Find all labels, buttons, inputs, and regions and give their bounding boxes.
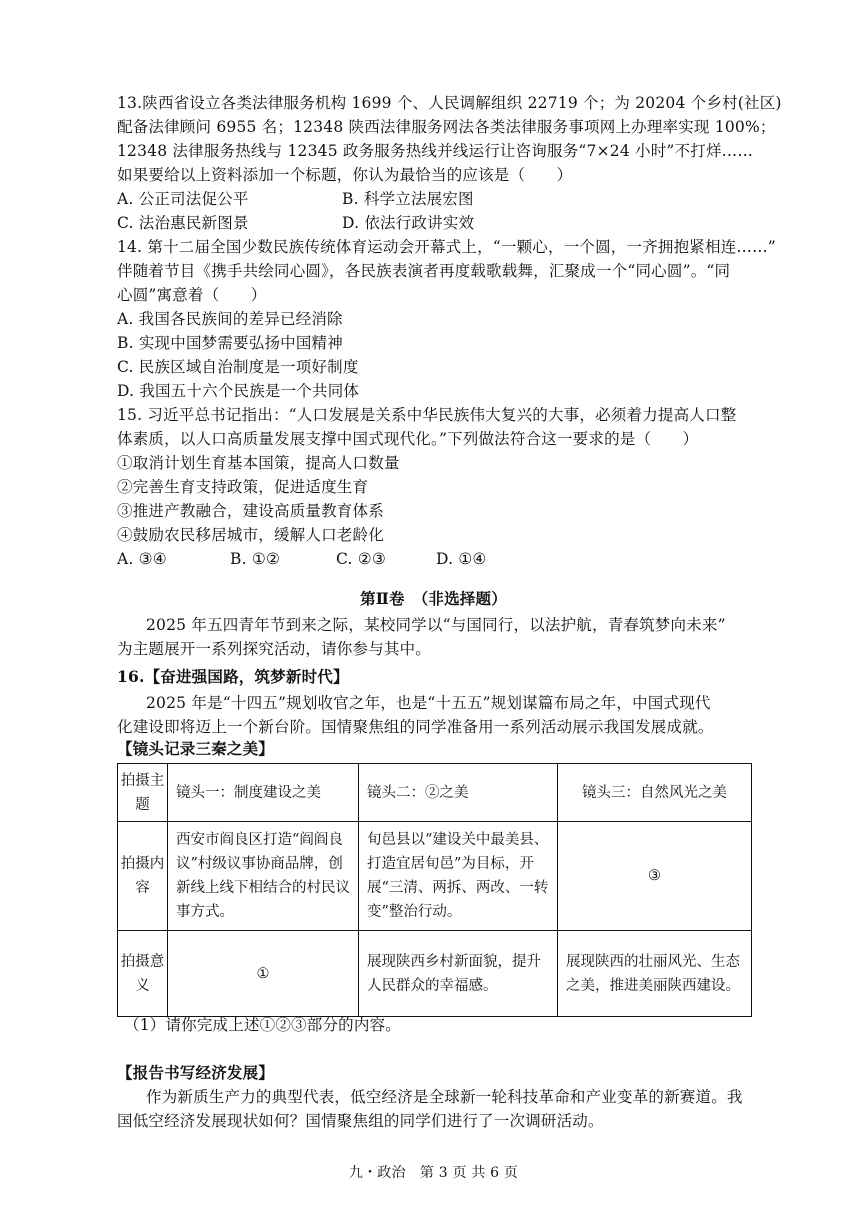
q13-option-b: B. 科学立法展宏图	[342, 190, 474, 208]
cell-shot-1-meaning-blank: ①	[168, 931, 359, 1017]
table-row	[118, 931, 752, 1017]
q13-line-4: 如果要给以上资料添加一个标题，你认为最恰当的应该是（ ）	[117, 166, 573, 184]
q14-option-b: B. 实现中国梦需要弘扬中国精神	[117, 334, 343, 352]
cell-shot-2-meaning: 展现陕西乡村新面貌，提升人民群众的幸福感。	[359, 931, 558, 1017]
table-row	[118, 764, 752, 822]
q13-line-1: 13.陕西省设立各类法律服务机构 1699 个、人民调解组织 22719 个；为 20204 个乡村(社区)	[117, 94, 782, 112]
row-header-content: 拍摄内容	[118, 822, 168, 931]
q14-option-d: D. 我国五十六个民族是一个共同体	[117, 382, 360, 400]
q15-line-1: 15. 习近平总书记指出：“人口发展是关系中华民族伟大复兴的大事，必须着力提高人口整	[117, 406, 737, 424]
part2-intro-2: 为主题展开一系列探究活动，请你参与其中。	[117, 640, 432, 658]
q14-line-2: 伴随着节目《携手共绘同心圆》，各民族表演者再度载歌载舞，汇聚成一个“同心圆”。“同	[117, 262, 731, 280]
q15-option-d: D. ①④	[436, 550, 487, 568]
cell-shot-2-content: 旬邑县以“建设关中最美县、打造宜居旬邑”为目标，开展“三清、两拆、两改、一转变”整治行动。	[359, 822, 558, 931]
part2-title: 第Ⅱ卷 （非选择题）	[360, 589, 507, 608]
q15-item-1: ①取消计划生育基本国策，提高人口数量	[117, 454, 400, 472]
q16-para-1: 2025 年是“十四五”规划收官之年，也是“十五五”规划谋篇布局之年，中国式现代	[146, 694, 711, 712]
q15-option-a: A. ③④	[117, 550, 167, 568]
row-header-theme: 拍摄主题	[118, 764, 168, 822]
cell-shot-3-theme: 镜头三：自然风光之美	[558, 764, 752, 822]
q13-line-3: 12348 法律服务热线与 12345 政务服务热线并线运行让咨询服务“7×24 小时”不打烊……	[117, 142, 754, 160]
table-row	[118, 822, 752, 931]
q16-para2-2: 国低空经济发展现状如何？国情聚焦组的同学们进行了一次调研活动。	[117, 1112, 604, 1130]
cell-shot-1-content: 西安市阎良区打造“阎阎良议”村级议事协商品牌，创新线上线下相结合的村民议事方式。	[168, 822, 359, 931]
q14-line-1: 14. 第十二届全国少数民族传统体育运动会开幕式上，“一颗心，一个圆，一齐拥抱紧相连……”	[117, 238, 776, 256]
q14-option-a: A. 我国各民族间的差异已经消除	[117, 310, 343, 328]
part2-intro-1: 2025 年五四青年节到来之际，某校同学以“与国同行，以法护航，青春筑梦向未来”	[146, 616, 726, 634]
q15-line-2: 体素质，以人口高质量发展支撑中国式现代化。”下列做法符合这一要求的是（ ）	[117, 430, 699, 448]
q14-line-3: 心圆”寓意着（ ）	[117, 286, 267, 304]
q13-option-a: A. 公正司法促公平	[117, 190, 249, 208]
q16-title: 16.【奋进强国路，筑梦新时代】	[117, 667, 349, 686]
q13-option-c: C. 法治惠民新图景	[117, 214, 249, 232]
shooting-table	[117, 763, 752, 1017]
q16-para2-1: 作为新质生产力的典型代表，低空经济是全球新一轮科技革命和产业变革的新赛道。我	[146, 1088, 743, 1106]
cell-shot-3-content-blank: ③	[558, 822, 752, 931]
q15-item-2: ②完善生育支持政策，促进适度生育	[117, 478, 369, 496]
q16-sub-question-1: （1）请你完成上述①②③部分的内容。	[124, 1016, 401, 1034]
q13-line-2: 配备法律顾问 6955 名；12348 陕西法律服务网法各类法律服务事项网上办理率实现 100%；	[117, 118, 776, 136]
q15-option-c: C. ②③	[336, 550, 386, 568]
page-footer: 九・政治 第 3 页 共 6 页	[348, 1165, 519, 1181]
section-camera-heading: 【镜头记录三秦之美】	[117, 739, 275, 758]
cell-shot-3-meaning: 展现陕西的壮丽风光、生态之美，推进美丽陕西建设。	[558, 931, 752, 1017]
q15-option-b: B. ①②	[230, 550, 281, 568]
q14-option-c: C. 民族区域自治制度是一项好制度	[117, 358, 359, 376]
q15-item-4: ④鼓励农民移居城市，缓解人口老龄化	[117, 526, 384, 544]
q16-para-2: 化建设即将迈上一个新台阶。国情聚焦组的同学准备用一系列活动展示我国发展成就。	[117, 718, 714, 736]
cell-shot-1-theme: 镜头一：制度建设之美	[168, 764, 359, 822]
cell-shot-2-theme: 镜头二：②之美	[359, 764, 558, 822]
section-report-heading: 【报告书写经济发展】	[117, 1063, 275, 1082]
q15-item-3: ③推进产教融合，建设高质量教育体系	[117, 502, 384, 520]
q13-option-d: D. 依法行政讲实效	[342, 214, 475, 232]
row-header-meaning: 拍摄意义	[118, 931, 168, 1017]
